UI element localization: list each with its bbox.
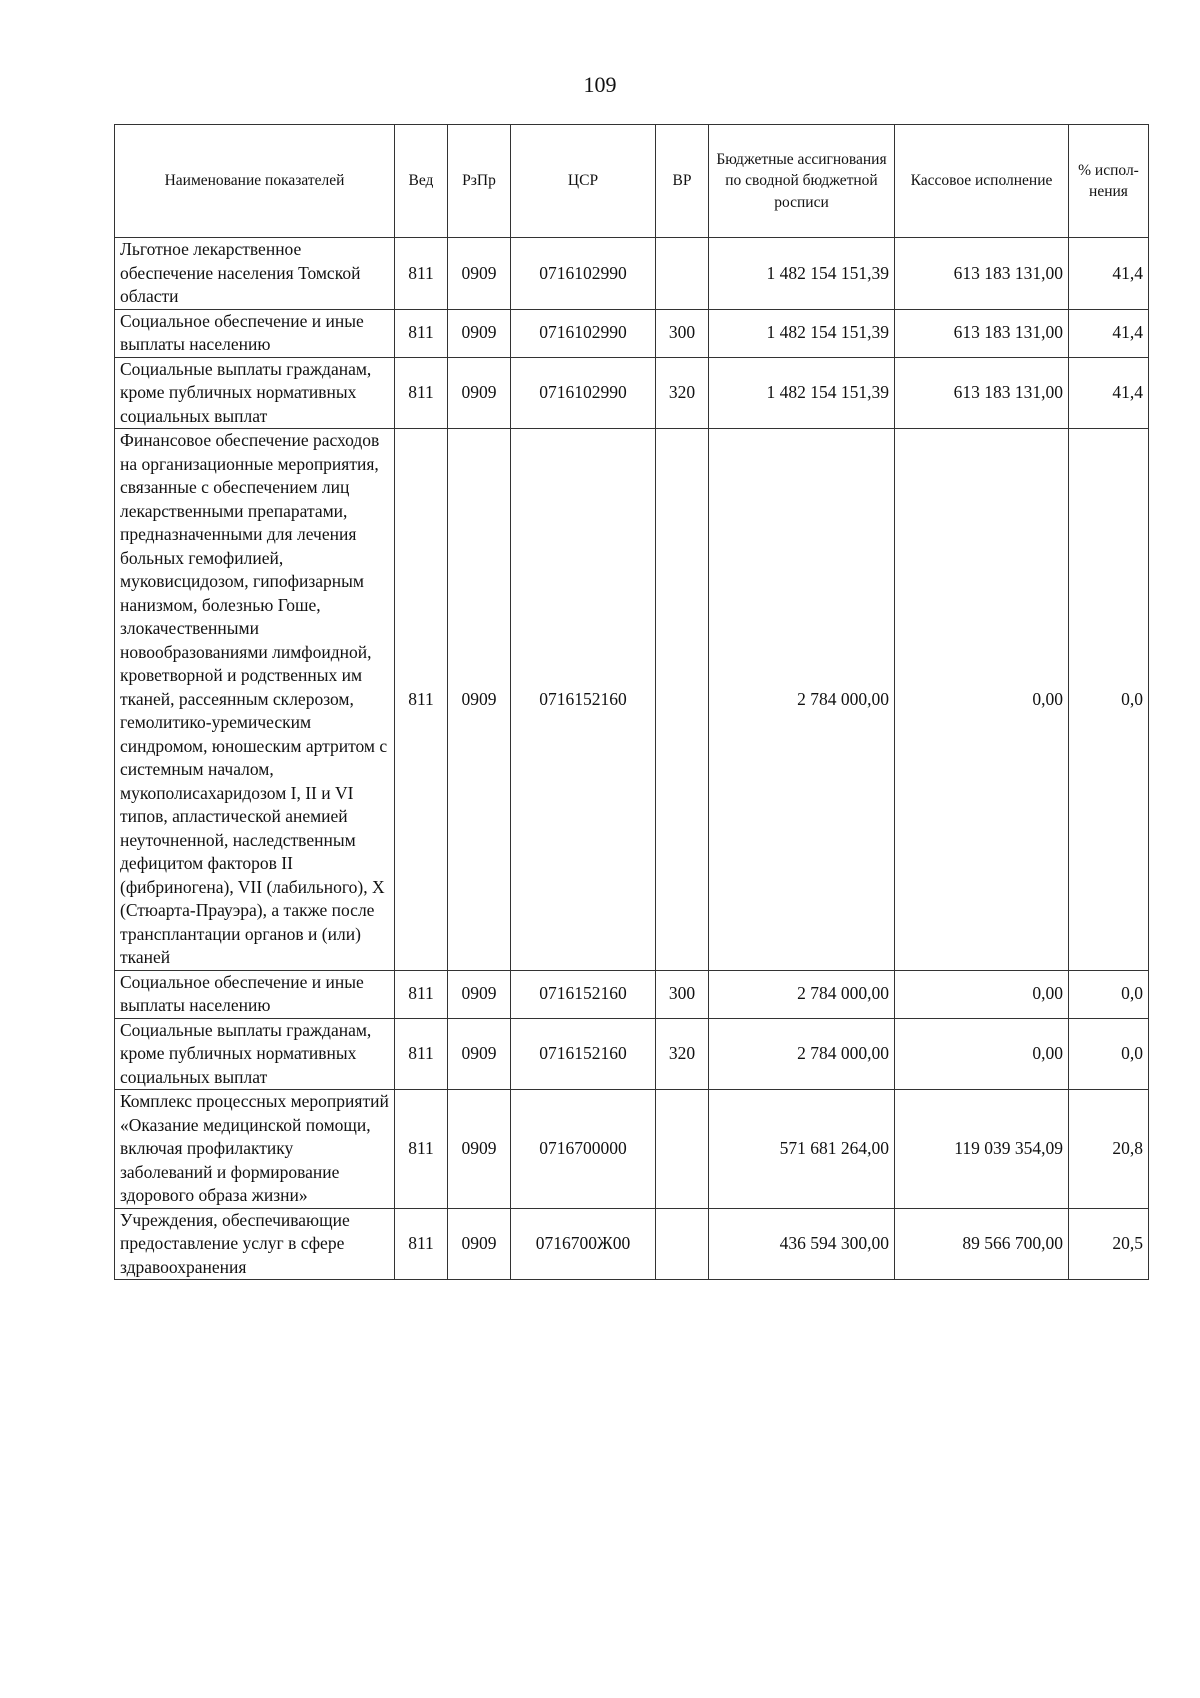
row-name: Социальные выплаты гражданам, кроме публичных нормативных социальных выплат: [115, 357, 395, 429]
row-vr: 320: [656, 357, 709, 429]
row-name: Льготное лекарственное обеспечение населения Томской области: [115, 238, 395, 310]
table-row: [115, 1208, 1149, 1280]
row-execution: 613 183 131,00: [895, 309, 1069, 357]
row-rzpr: 0909: [448, 970, 511, 1018]
row-name: Социальное обеспечение и иные выплаты населению: [115, 309, 395, 357]
row-percent: 41,4: [1069, 238, 1149, 310]
header-percent: % испол-нения: [1069, 125, 1149, 238]
header-name: Наименование показателей: [115, 125, 395, 238]
header-assignments: Бюджетные ассигнования по сводной бюджетной росписи: [709, 125, 895, 238]
row-name: Финансовое обеспечение расходов на организационные мероприятия, связанные с обеспечением лиц лекарственными препаратами, предназначенными для лечения больных гемофилией, муковисцидозом, гипофизарным нанизмом, болезнью Гоше, злокачественными новообразованиями лимфоидной, кроветворной и родственных им тканей, рассеянным склерозом, гемолитико-уремическим синдромом, юношеским артритом с системным началом, мукополисахаридозом I, II и VI типов, апластической анемией неуточненной, наследственным дефицитом факторов II (фибриногена), VII (лабильного), X (Стюарта-Прауэра), а также после трансплантации органов и (или) тканей: [115, 429, 395, 971]
row-csr: 0716152160: [511, 970, 656, 1018]
row-vr: 320: [656, 1018, 709, 1090]
row-csr: 0716700000: [511, 1090, 656, 1209]
row-csr: 0716102990: [511, 357, 656, 429]
row-assignments: 1 482 154 151,39: [709, 357, 895, 429]
row-assignments: 571 681 264,00: [709, 1090, 895, 1209]
row-ved: 811: [395, 1208, 448, 1280]
table-row: [115, 1090, 1149, 1209]
row-rzpr: 0909: [448, 309, 511, 357]
row-name: Учреждения, обеспечивающие предоставление услуг в сфере здравоохранения: [115, 1208, 395, 1280]
row-rzpr: 0909: [448, 238, 511, 310]
header-csr: ЦСР: [511, 125, 656, 238]
row-vr: [656, 1208, 709, 1280]
row-assignments: 1 482 154 151,39: [709, 238, 895, 310]
row-rzpr: 0909: [448, 357, 511, 429]
row-name: Социальные выплаты гражданам, кроме публичных нормативных социальных выплат: [115, 1018, 395, 1090]
row-percent: 20,5: [1069, 1208, 1149, 1280]
row-name: Комплекс процессных мероприятий «Оказание медицинской помощи, включая профилактику заболеваний и формирование здорового образа жизни»: [115, 1090, 395, 1209]
table-header-row: [115, 125, 1149, 238]
row-percent: 0,0: [1069, 1018, 1149, 1090]
row-assignments: 1 482 154 151,39: [709, 309, 895, 357]
table-row: [115, 1018, 1149, 1090]
row-execution: 613 183 131,00: [895, 238, 1069, 310]
table-row: [115, 970, 1149, 1018]
row-vr: 300: [656, 309, 709, 357]
header-ved: Вед: [395, 125, 448, 238]
row-execution: 0,00: [895, 429, 1069, 971]
page-number: 109: [583, 72, 617, 97]
row-csr: 0716152160: [511, 1018, 656, 1090]
row-percent: 0,0: [1069, 429, 1149, 971]
row-execution: 119 039 354,09: [895, 1090, 1069, 1209]
table-row: [115, 309, 1149, 357]
row-name: Социальное обеспечение и иные выплаты населению: [115, 970, 395, 1018]
row-execution: 89 566 700,00: [895, 1208, 1069, 1280]
row-csr: 0716102990: [511, 309, 656, 357]
row-execution: 613 183 131,00: [895, 357, 1069, 429]
row-percent: 0,0: [1069, 970, 1149, 1018]
header-execution: Кассовое исполнение: [895, 125, 1069, 238]
row-rzpr: 0909: [448, 1090, 511, 1209]
row-assignments: 436 594 300,00: [709, 1208, 895, 1280]
row-percent: 41,4: [1069, 357, 1149, 429]
row-ved: 811: [395, 1090, 448, 1209]
row-vr: 300: [656, 970, 709, 1018]
row-execution: 0,00: [895, 970, 1069, 1018]
row-vr: [656, 238, 709, 310]
row-rzpr: 0909: [448, 1018, 511, 1090]
row-ved: 811: [395, 309, 448, 357]
row-assignments: 2 784 000,00: [709, 970, 895, 1018]
table-row: [115, 238, 1149, 310]
header-rzpr: РзПр: [448, 125, 511, 238]
row-ved: 811: [395, 1018, 448, 1090]
row-csr: 0716102990: [511, 238, 656, 310]
row-ved: 811: [395, 429, 448, 971]
row-percent: 41,4: [1069, 309, 1149, 357]
budget-table: [114, 124, 1149, 1280]
row-rzpr: 0909: [448, 1208, 511, 1280]
header-vr: ВР: [656, 125, 709, 238]
row-ved: 811: [395, 238, 448, 310]
row-csr: 0716700Ж00: [511, 1208, 656, 1280]
row-execution: 0,00: [895, 1018, 1069, 1090]
row-csr: 0716152160: [511, 429, 656, 971]
row-assignments: 2 784 000,00: [709, 1018, 895, 1090]
row-percent: 20,8: [1069, 1090, 1149, 1209]
row-ved: 811: [395, 357, 448, 429]
row-vr: [656, 1090, 709, 1209]
row-assignments: 2 784 000,00: [709, 429, 895, 971]
row-vr: [656, 429, 709, 971]
table-row: [115, 357, 1149, 429]
table-row: [115, 429, 1149, 971]
row-ved: 811: [395, 970, 448, 1018]
row-rzpr: 0909: [448, 429, 511, 971]
